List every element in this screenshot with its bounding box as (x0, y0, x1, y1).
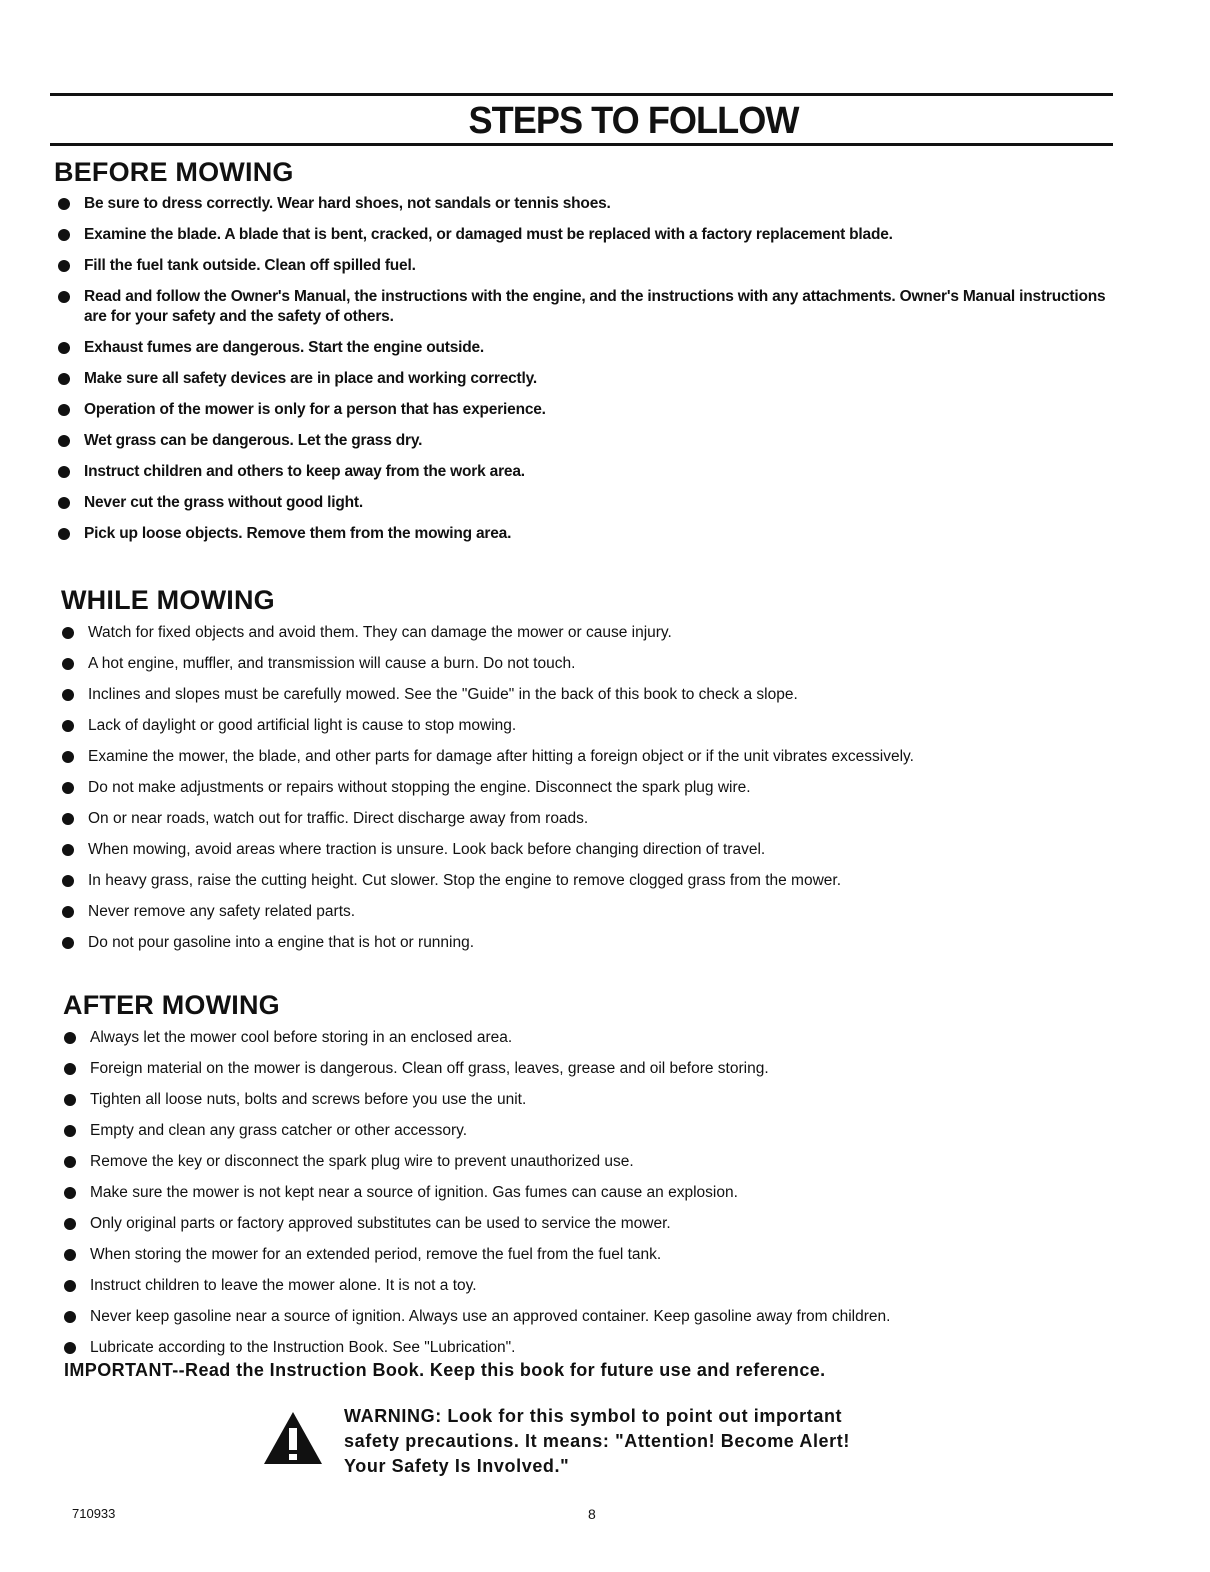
bullet-icon (58, 528, 70, 540)
list-item (58, 685, 1058, 705)
list-item (54, 225, 1116, 245)
bullet-icon (64, 1249, 76, 1261)
list-item-text: Pick up loose objects. Remove them from the mowing area. (84, 525, 512, 542)
document-number: 710933 (72, 1506, 116, 1521)
warning-line-1: WARNING: Look for this symbol to point out important (344, 1406, 843, 1426)
bullet-icon (62, 751, 74, 763)
list-item-text: Never cut the grass without good light. (84, 494, 363, 511)
bullet-icon (58, 373, 70, 385)
list-item (60, 1121, 1060, 1141)
list-item-text: Never keep gasoline near a source of ignition. Always use an approved container. Keep gasoline away from children. (90, 1308, 891, 1325)
list-item (54, 524, 1116, 544)
list-item (60, 1307, 1060, 1327)
bullet-icon (64, 1311, 76, 1323)
important-note: IMPORTANT--Read the Instruction Book. Keep this book for future use and reference. (64, 1360, 826, 1380)
before-mowing-list (54, 194, 1116, 555)
list-item-text: Examine the blade. A blade that is bent, cracked, or damaged must be replaced with a factory replacement blade. (84, 226, 893, 243)
bullet-icon (58, 342, 70, 354)
list-item (58, 840, 1058, 860)
warning-block (262, 1404, 902, 1484)
bullet-icon (64, 1187, 76, 1199)
list-item-text: Operation of the mower is only for a person that has experience. (84, 401, 546, 418)
list-item (60, 1183, 1060, 1203)
list-item-text: Remove the key or disconnect the spark plug wire to prevent unauthorized use. (90, 1153, 634, 1170)
list-item-text: Make sure all safety devices are in place and working correctly. (84, 370, 537, 387)
bullet-icon (62, 813, 74, 825)
bullet-icon (58, 229, 70, 241)
list-item-text: Read and follow the Owner's Manual, the instructions with the engine, and the instructions with any attachments. Owner's Manual instructions are for your safety and the safety of others. (84, 288, 1106, 325)
bullet-icon (58, 435, 70, 447)
list-item-text: Wet grass can be dangerous. Let the grass dry. (84, 432, 423, 449)
list-item-text: Always let the mower cool before storing in an enclosed area. (90, 1029, 513, 1046)
list-item (60, 1059, 1060, 1079)
after-mowing-heading: AFTER MOWING (63, 990, 280, 1020)
list-item-text: A hot engine, muffler, and transmission will cause a burn. Do not touch. (88, 655, 576, 672)
bullet-icon (62, 937, 74, 949)
list-item (54, 400, 1116, 420)
list-item (58, 623, 1058, 643)
list-item-text: On or near roads, watch out for traffic. Direct discharge away from roads. (88, 810, 589, 827)
warning-line-3: Your Safety Is Involved." (344, 1456, 570, 1476)
bullet-icon (64, 1342, 76, 1354)
list-item (58, 654, 1058, 674)
list-item-text: Inclines and slopes must be carefully mowed. See the "Guide" in the back of this book to check a slope. (88, 686, 798, 703)
list-item-text: Be sure to dress correctly. Wear hard shoes, not sandals or tennis shoes. (84, 195, 611, 212)
list-item-text: Fill the fuel tank outside. Clean off spilled fuel. (84, 257, 416, 274)
bullet-icon (64, 1280, 76, 1292)
bullet-icon (64, 1125, 76, 1137)
list-item-text: Instruct children and others to keep away from the work area. (84, 463, 525, 480)
page-number: 8 (588, 1506, 596, 1522)
list-item (54, 287, 1116, 327)
list-item (58, 747, 1058, 767)
warning-text (344, 1404, 904, 1479)
list-item-text: In heavy grass, raise the cutting height. Cut slower. Stop the engine to remove clogged grass from the mower. (88, 872, 842, 889)
bullet-icon (62, 627, 74, 639)
title-rule-top (50, 93, 1113, 96)
list-item (60, 1245, 1060, 1265)
list-item (58, 933, 1058, 953)
list-item (60, 1214, 1060, 1234)
list-item-text: Exhaust fumes are dangerous. Start the engine outside. (84, 339, 485, 356)
list-item (60, 1276, 1060, 1296)
bullet-icon (62, 720, 74, 732)
list-item-text: Lack of daylight or good artificial light is cause to stop mowing. (88, 717, 517, 734)
bullet-icon (62, 658, 74, 670)
after-mowing-list (60, 1028, 1060, 1369)
bullet-icon (58, 198, 70, 210)
list-item-text: When mowing, avoid areas where traction is unsure. Look back before changing direction of travel. (88, 841, 766, 858)
list-item (54, 194, 1116, 214)
list-item-text: Empty and clean any grass catcher or other accessory. (90, 1122, 468, 1139)
list-item-text: Only original parts or factory approved substitutes can be used to service the mower. (90, 1215, 671, 1232)
warning-triangle-icon (262, 1410, 324, 1466)
list-item (60, 1090, 1060, 1110)
list-item-text: Lubricate according to the Instruction Book. See "Lubrication". (90, 1339, 516, 1356)
bullet-icon (58, 466, 70, 478)
bullet-icon (58, 260, 70, 272)
bullet-icon (62, 875, 74, 887)
bullet-icon (62, 844, 74, 856)
list-item (54, 462, 1116, 482)
list-item (58, 778, 1058, 798)
bullet-icon (62, 689, 74, 701)
list-item (60, 1152, 1060, 1172)
list-item-text: Tighten all loose nuts, bolts and screws before you use the unit. (90, 1091, 527, 1108)
bullet-icon (64, 1218, 76, 1230)
list-item (54, 431, 1116, 451)
list-item-text: Examine the mower, the blade, and other parts for damage after hitting a foreign object or if the unit vibrates excessively. (88, 748, 914, 765)
list-item-text: Instruct children to leave the mower alone. It is not a toy. (90, 1277, 477, 1294)
before-mowing-heading: BEFORE MOWING (54, 157, 294, 187)
warning-line-2: safety precautions. It means: "Attention! Become Alert! (344, 1431, 850, 1451)
bullet-icon (58, 497, 70, 509)
list-item (60, 1028, 1060, 1048)
list-item-text: Foreign material on the mower is dangerous. Clean off grass, leaves, grease and oil before storing. (90, 1060, 769, 1077)
bullet-icon (58, 291, 70, 303)
list-item-text: Do not pour gasoline into a engine that is hot or running. (88, 934, 475, 951)
title-rule-bottom (50, 143, 1113, 146)
list-item (54, 338, 1116, 358)
list-item-text: Make sure the mower is not kept near a source of ignition. Gas fumes can cause an explosion. (90, 1184, 738, 1201)
list-item (54, 369, 1116, 389)
bullet-icon (62, 906, 74, 918)
list-item-text: When storing the mower for an extended period, remove the fuel from the fuel tank. (90, 1246, 662, 1263)
bullet-icon (64, 1063, 76, 1075)
while-mowing-list (58, 623, 1058, 964)
list-item (60, 1338, 1060, 1358)
list-item (58, 871, 1058, 891)
page-title: STEPS TO FOLLOW (468, 100, 799, 142)
bullet-icon (58, 404, 70, 416)
list-item (54, 256, 1116, 276)
while-mowing-heading: WHILE MOWING (61, 585, 275, 615)
bullet-icon (62, 782, 74, 794)
list-item (58, 809, 1058, 829)
list-item-text: Watch for fixed objects and avoid them. They can damage the mower or cause injury. (88, 624, 672, 641)
bullet-icon (64, 1032, 76, 1044)
list-item (58, 716, 1058, 736)
list-item (58, 902, 1058, 922)
list-item-text: Do not make adjustments or repairs without stopping the engine. Disconnect the spark plug wire. (88, 779, 751, 796)
list-item (54, 493, 1116, 513)
list-item-text: Never remove any safety related parts. (88, 903, 356, 920)
bullet-icon (64, 1094, 76, 1106)
bullet-icon (64, 1156, 76, 1168)
